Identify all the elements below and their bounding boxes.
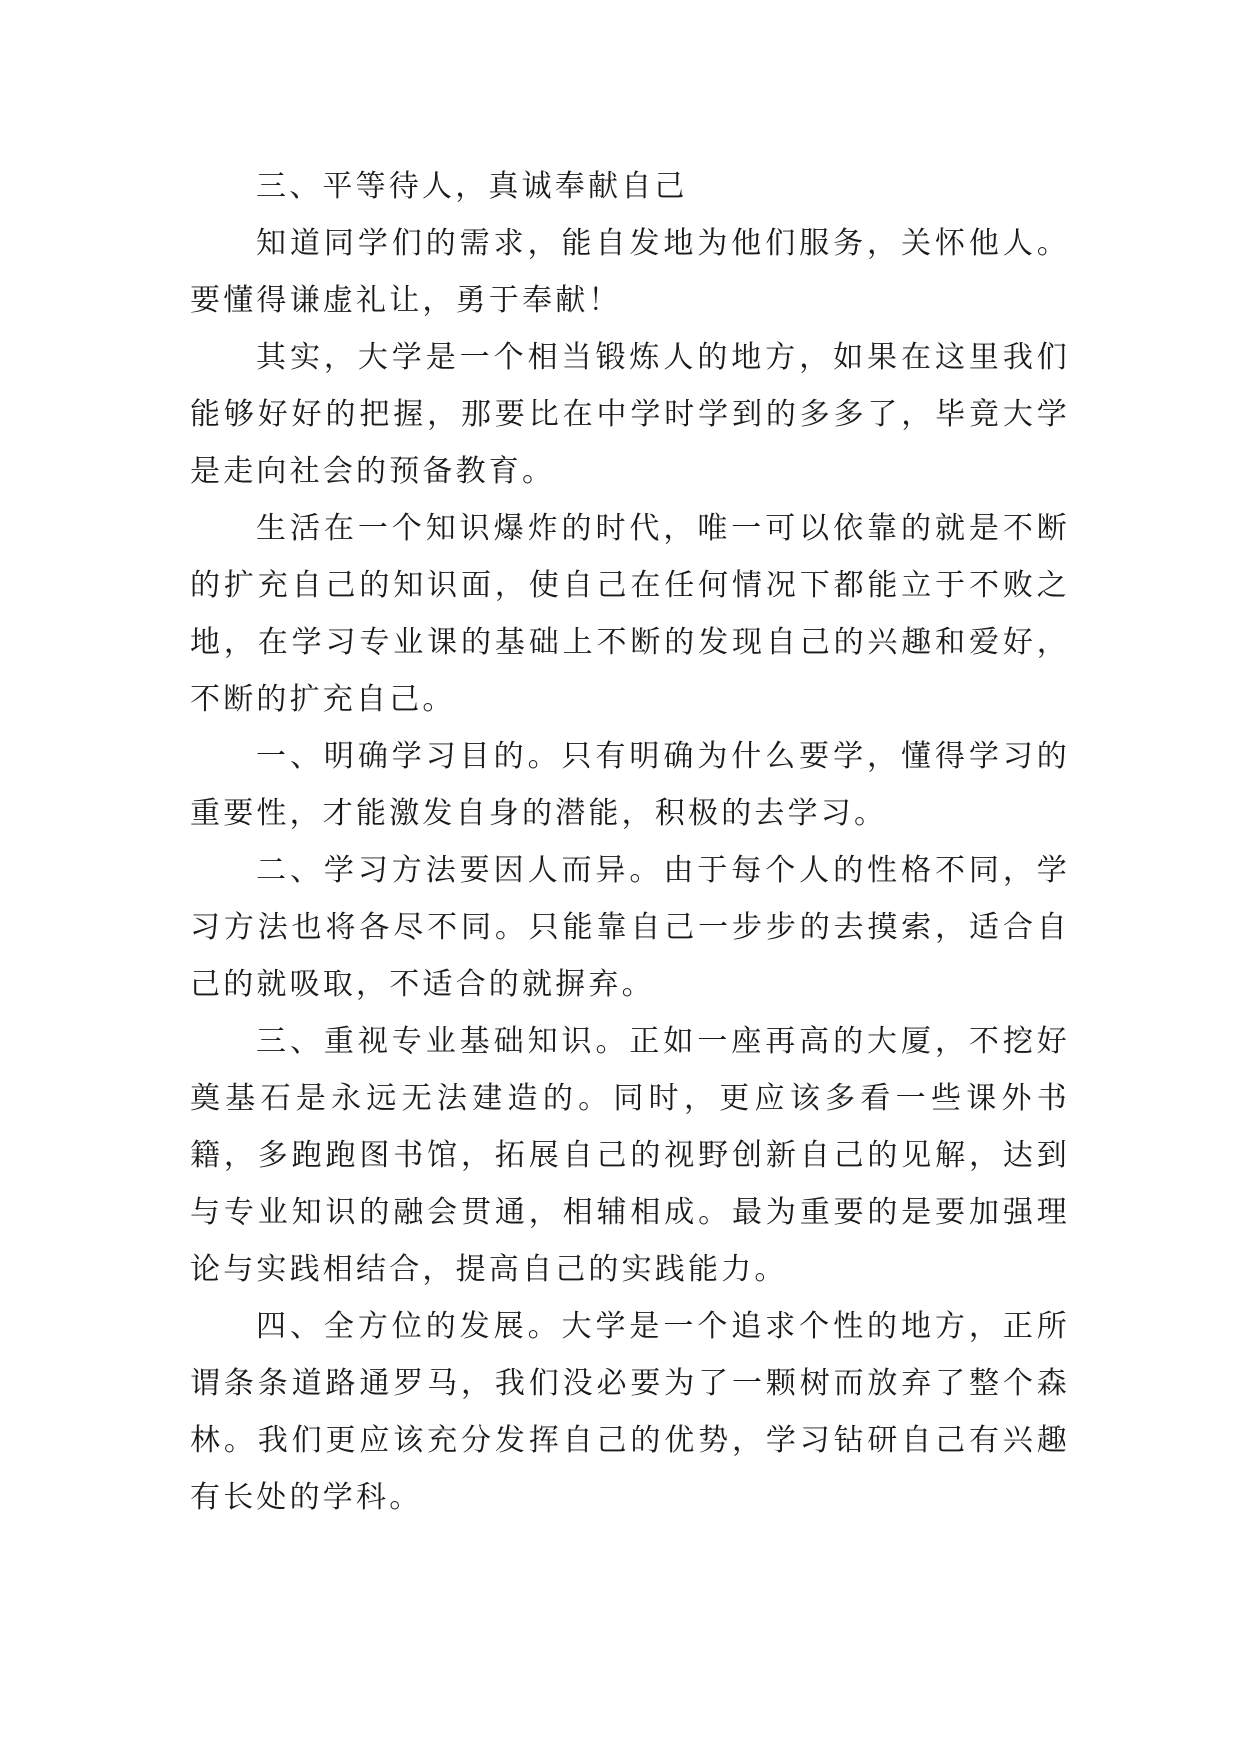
document-body (190, 158, 1070, 1526)
body-paragraph: 三、重视专业基础知识。正如一座再高的大厦，不挖好奠基石是永远无法建造的。同时，更应该多看一些课外书籍，多跑跑图书馆，拓展自己的视野创新自己的见解，达到与专业知识的融会贯通，相辅相成。最为重要的是要加强理论与实践相结合，提高自己的实践能力。 (190, 1024, 1070, 1287)
body-paragraph: 知道同学们的需求，能自发地为他们服务，关怀他人。要懂得谦虚礼让，勇于奉献！ (190, 226, 1070, 318)
body-paragraph: 其实，大学是一个相当锻炼人的地方，如果在这里我们能够好好的把握，那要比在中学时学到的多多了，毕竟大学是走向社会的预备教育。 (190, 340, 1070, 489)
heading-paragraph: 三、平等待人，真诚奉献自己 (256, 169, 688, 204)
body-paragraph: 生活在一个知识爆炸的时代，唯一可以依靠的就是不断的扩充自己的知识面，使自己在任何情况下都能立于不败之地，在学习专业课的基础上不断的发现自己的兴趣和爱好，不断的扩充自己。 (190, 511, 1070, 717)
body-paragraph: 一、明确学习目的。只有明确为什么要学，懂得学习的重要性，才能激发自身的潜能，积极的去学习。 (190, 739, 1070, 831)
body-paragraph: 二、学习方法要因人而异。由于每个人的性格不同，学习方法也将各尽不同。只能靠自己一步步的去摸索，适合自己的就吸取，不适合的就摒弃。 (190, 853, 1070, 1002)
body-paragraph: 四、全方位的发展。大学是一个追求个性的地方，正所谓条条道路通罗马，我们没必要为了一颗树而放弃了整个森林。我们更应该充分发挥自己的优势，学习钻研自己有兴趣有长处的学科。 (190, 1309, 1070, 1515)
